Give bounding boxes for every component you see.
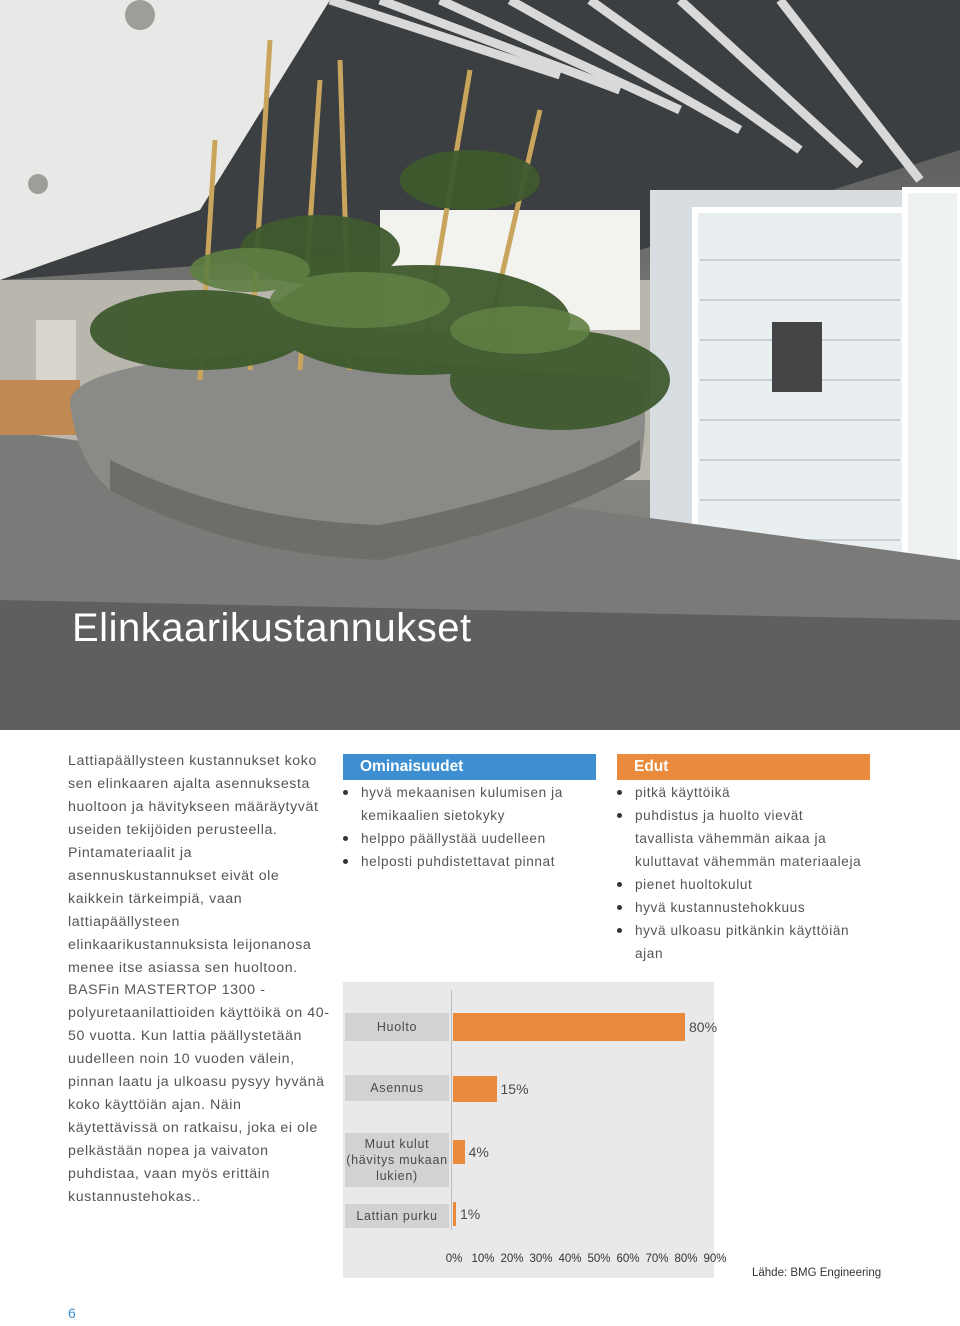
list-item: hyvä mekaanisen kulumisen ja kemikaalien sietokyky [342, 781, 604, 827]
category-label-asennus: Asennus [345, 1075, 449, 1101]
list-item: hyvä kustannustehokkuus [616, 896, 866, 919]
x-tick-label: 10% [471, 1253, 495, 1265]
basf-paragraph: BASFin MASTERTOP 1300 -polyuretaanilattioiden käyttöikä on 40-50 vuotta. Kun lattia päällystetään uudelleen noin 10 vuoden välein, pinnan laatu ja ulkoasu pysyy hyvänä koko käyttöiän ajan. Näin käytettävissä on ratkaisu, joka ei ole pelkästään nopea ja vaivaton puhdistaa, vaan myös erittäin kustannustehokas.. [68, 982, 330, 1205]
page-number: 6 [68, 1305, 76, 1321]
value-label: 4% [468, 1144, 489, 1160]
x-tick-label: 60% [616, 1253, 640, 1265]
x-tick-label: 30% [529, 1253, 553, 1265]
list-item: helposti puhdistettavat pinnat [342, 850, 604, 873]
x-tick-label: 80% [674, 1253, 698, 1265]
bar-lattian [453, 1202, 456, 1226]
list-item: puhdistus ja huolto vievät tavallista vähemmän aikaa ja kuluttavat vähemmän materiaaleja [616, 804, 866, 873]
value-label: 80% [689, 1019, 718, 1035]
x-tick-label: 0% [445, 1253, 463, 1265]
bar-huolto [453, 1013, 685, 1041]
category-label-huolto: Huolto [345, 1013, 449, 1041]
chart-source: Lähde: BMG Engineering [752, 1267, 882, 1279]
benefits-heading: Edut [617, 754, 870, 780]
x-tick-label: 50% [587, 1253, 611, 1265]
intro-paragraph: Lattiapäällysteen kustannukset koko sen elinkaaren ajalta asennuksesta huoltoon ja hävitykseen määräytyvät useiden tekijöiden perusteella. Pintamateriaalit ja asennuskustannukset eivät ole kaikkein tärkeimpiä, vaan lattiapäällysteen elinkaarikustannuksista leijonanosa menee itse asiassa sen huoltoon. [68, 753, 319, 976]
x-tick-label: 70% [645, 1253, 669, 1265]
benefits-list [616, 781, 866, 965]
list-item: pitkä käyttöikä [616, 781, 866, 804]
value-label: 1% [460, 1206, 481, 1222]
value-label: 15% [500, 1081, 529, 1097]
x-tick-label: 90% [703, 1253, 727, 1265]
chart-axis-line [451, 990, 452, 1230]
category-label-muut: Muut kulut (hävitys mukaan lukien) [345, 1133, 449, 1187]
bar-asennus [453, 1076, 497, 1102]
features-list [342, 781, 604, 873]
page-title: Elinkaarikustannukset [72, 606, 472, 650]
list-item: helppo päällystää uudelleen [342, 827, 604, 850]
x-tick-label: 40% [558, 1253, 582, 1265]
bar-muut [453, 1140, 465, 1164]
features-heading: Ominaisuudet [343, 754, 596, 780]
category-label-lattian: Lattian purku [345, 1204, 449, 1228]
list-item: pienet huoltokulut [616, 873, 866, 896]
x-tick-label: 20% [500, 1253, 524, 1265]
list-item: hyvä ulkoasu pitkänkin käyttöiän ajan [616, 919, 866, 965]
